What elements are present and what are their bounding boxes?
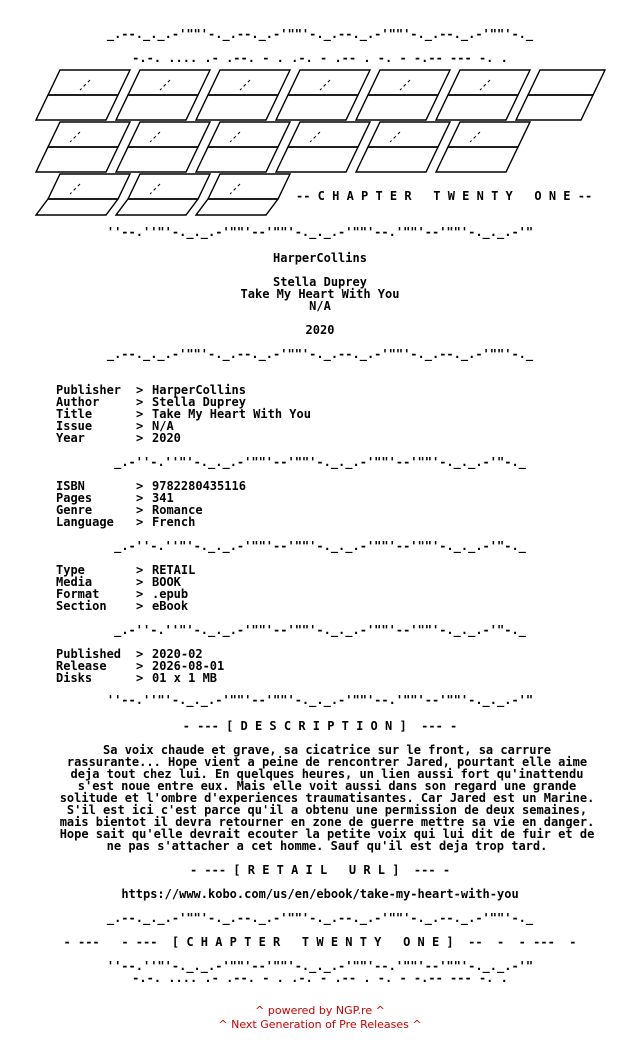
retail-url-heading: - --- [ R E T A I L U R L ] --- -: [189, 863, 451, 877]
info-row: Issue > N/A: [56, 419, 174, 433]
short-wave-separator: _.-''-.''"'-._._.-'""'--'""'-._._.-'""'--'""'-._._.-'"-._: [114, 539, 526, 553]
footer-tagline: ^ Next Generation of Pre Releases ^: [218, 1018, 422, 1031]
header-author: Stella Duprey: [273, 275, 367, 289]
header-issue: N/A: [309, 299, 331, 313]
group-label: HarperCollins: [273, 251, 367, 265]
morse-separator: -.-. .... .- .--. - . .-. - .-- . -. - -.-- --- -. .: [132, 51, 508, 65]
header-year: 2020: [305, 323, 335, 337]
wave-separator-bottom: ''--.''"'-._._.-'""'--'""'-._._.-'""'--.'""'--'""'-._._.-'": [106, 959, 534, 973]
wave-separator-bottom: ''--.''"'-._._.-'""'--'""'-._._.-'""'--.'""'--'""'-._._.-'": [106, 225, 534, 239]
info-row: Publisher > HarperCollins: [56, 383, 246, 397]
info-row: Format > .epub: [56, 587, 189, 601]
short-wave-separator: _.-''-.''"'-._._.-'""'--'""'-._._.-'""'--'""'-._._.-'"-._: [114, 623, 526, 637]
chapter-title-banner: -- C H A P T E R T W E N T Y O N E --: [296, 189, 593, 203]
wave-separator: _.--._._.-'""'-._.--._.-'""'-._.--._.-'""'-._.--._.-'""'-._: [106, 911, 534, 925]
wave-separator-bottom: ''--.''"'-._._.-'""'--'""'-._._.-'""'--.'""'--'""'-._._.-'": [106, 693, 534, 707]
description-body: Sa voix chaude et grave, sa cicatrice sur le front, sa carrure rassurante... Hope vient a peine de rencontrer Jared, pourtant elle aime deja tout chez lui. En quelques heures, un lien aussi fort qu'inattendu s'est noue entre eux. Mais elle voit aussi dans son regard une grande solitude et l'ombre d'experiences traumatisantes. Car Jared est un Marine. S'il est ici c'est parce qu'il a obtenu une permission de deux semaines, mais bientot il devra retourner en zone de guerre mettre sa vie en danger. Hope sait qu'elle devrait ecouter la petite voix qui lui dit de fuir et de ne pas s'attacher a cet homme. Sauf qu'il est deja trop tard.: [59, 743, 595, 853]
morse-separator: -.-. .... .- .--. - . .-. - .-- . -. - -.-- --- -. .: [132, 971, 508, 985]
info-row: Media > BOOK: [56, 575, 181, 589]
info-row: Type > RETAIL: [56, 563, 196, 577]
info-row: Genre > Romance: [56, 503, 203, 517]
retail-url-link[interactable]: https://www.kobo.com/us/en/ebook/take-my-heart-with-you: [121, 887, 519, 901]
info-row: ISBN > 9782280435116: [56, 479, 246, 493]
description-heading: - --- [ D E S C R I P T I O N ] --- -: [182, 719, 458, 733]
short-wave-separator: _.-''-.''"'-._._.-'""'--'""'-._._.-'""'--'""'-._._.-'"-._: [114, 455, 526, 469]
top-wave-separator: _.--._._.-'""'-._.--._.-'""'-._.--._.-'""'-._.--._.-'""'-._: [106, 27, 534, 41]
info-row: Published > 2020-02: [56, 647, 203, 661]
header-title: Take My Heart With You: [240, 287, 400, 301]
info-row: Release > 2026-08-01: [56, 659, 225, 673]
info-row: Section > eBook: [56, 599, 189, 613]
info-row: Disks > 01 x 1 MB: [56, 671, 218, 685]
info-row: Year > 2020: [56, 431, 181, 445]
info-row: Title > Take My Heart With You: [56, 407, 311, 421]
chapter-banner: - --- - --- [ C H A P T E R T W E N T Y O N E ] -- - - --- -: [63, 935, 577, 949]
info-row: Pages > 341: [56, 491, 174, 505]
info-row: Language > French: [56, 515, 196, 529]
info-row: Author > Stella Duprey: [56, 395, 246, 409]
chapter-21-logo: [0, 60, 640, 230]
wave-separator: _.--._._.-'""'-._.--._.-'""'-._.--._.-'""'-._.--._.-'""'-._: [106, 347, 534, 361]
footer-powered-by: ^ powered by NGP.re ^: [255, 1004, 385, 1017]
